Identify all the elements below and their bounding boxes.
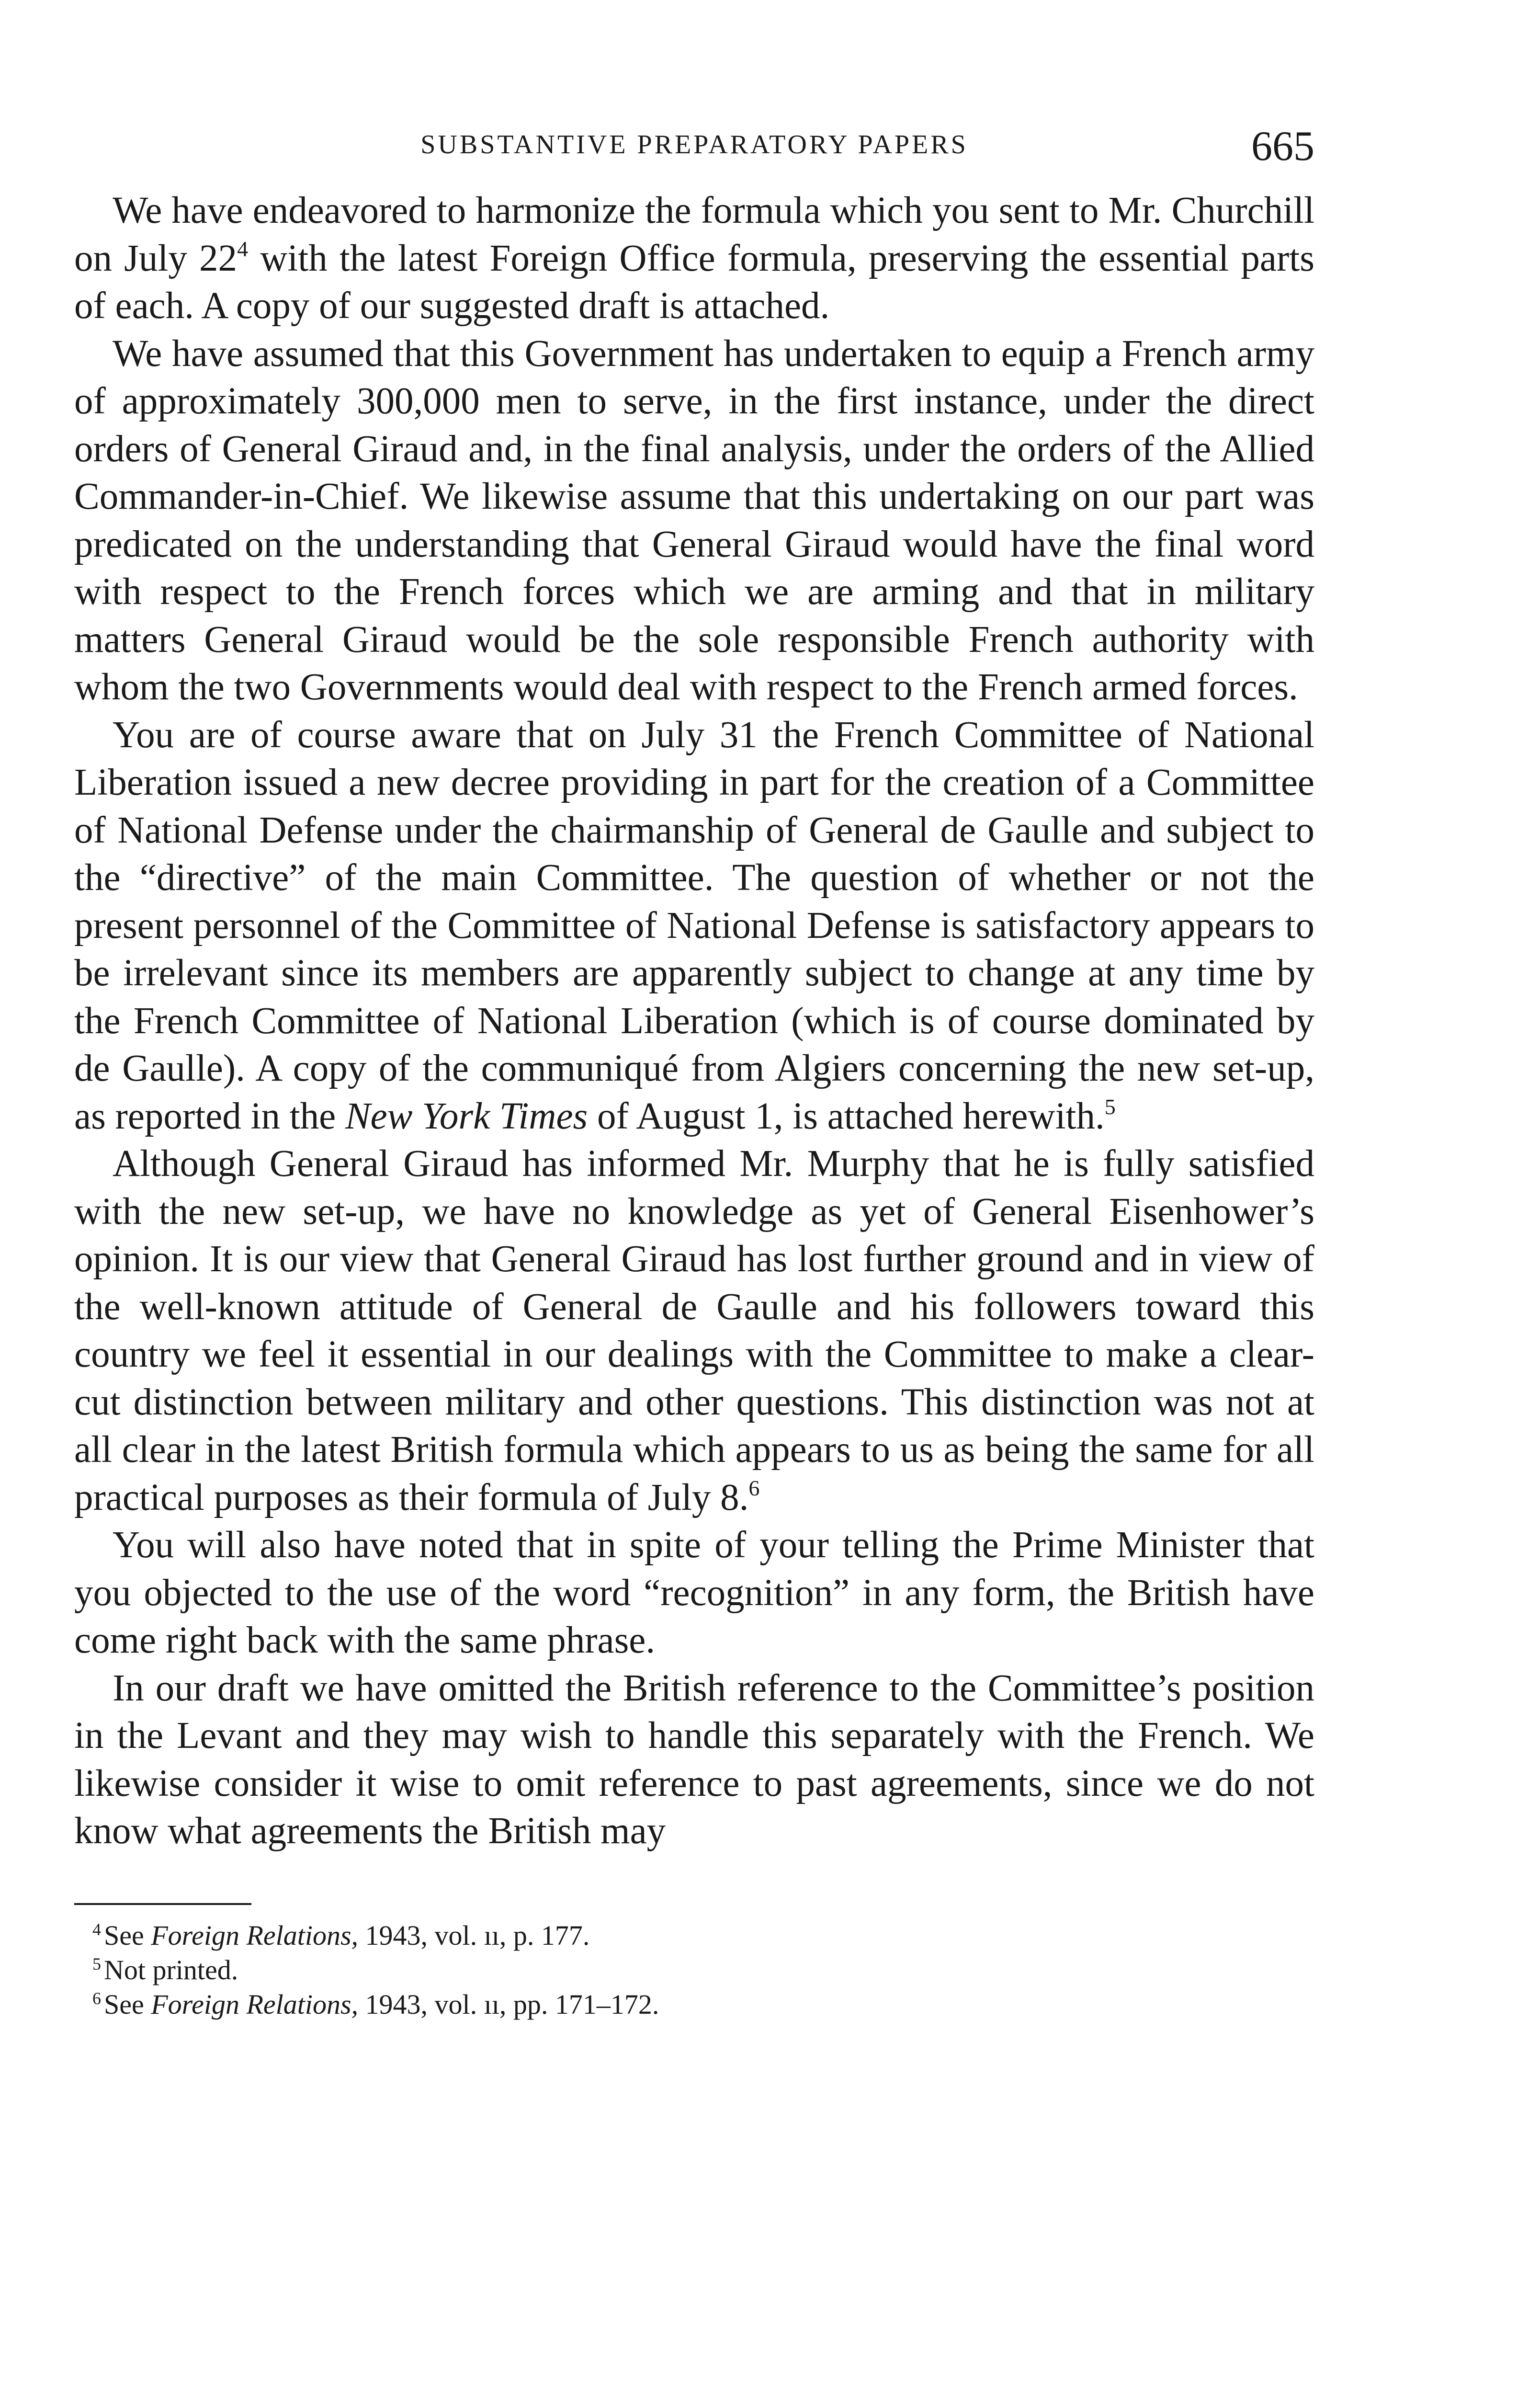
paragraph-text: Although General Giraud has informed Mr. Murphy that he is fully satisfied with the new set-up, we have no knowledge as yet of General Eisenhower’s opinion. It is our view that General Giraud has lost further ground and in view of the well-known attitude of General de Gaulle and his followers toward this country we feel it essential in our dealings with the Committee to make a clear-cut distinction between military and other questions. This distinction was not at all clear in the latest British formula which appears to us as being the same for all practical purposes as their formula of July 8. <box>74 1143 1314 1518</box>
footnote-ref: 4 <box>237 236 249 261</box>
footnote-text: See <box>104 1988 151 2020</box>
paragraph-text: of August 1, is attached herewith. <box>588 1095 1105 1137</box>
footnote-mark: 6 <box>92 1988 101 2008</box>
page-number: 665 <box>1251 123 1314 170</box>
footnote-text: 1943, vol. ıı, pp. 171–172. <box>358 1988 659 2020</box>
footnote-text: 1943, vol. ıı, p. 177. <box>358 1919 590 1951</box>
footnote <box>74 1918 1314 1953</box>
footnote-ref: 6 <box>748 1475 760 1500</box>
citation-title: Foreign Relations, <box>151 1988 359 2020</box>
footnote <box>74 1953 1314 1987</box>
paragraph <box>74 1140 1314 1521</box>
footnote-text: Not printed. <box>104 1954 238 1985</box>
running-head <box>74 115 1314 187</box>
paragraph-text: with the latest Foreign Office formula, preserving the essential parts of each. A copy of our suggested draft is attached. <box>74 237 1314 327</box>
body-text <box>74 187 1314 1855</box>
footnote-text: See <box>104 1919 151 1951</box>
paragraph-text: You are of course aware that on July 31 the French Committee of National Liberation issued a new decree providing in part for the creation of a Committee of National Defense under the chairmanship of General de Gaulle and subject to the “directive” of the main Committee. The question of whether or not the present personnel of the Committee of National Defense is satisfactory appears to be irrelevant since its members are apparently subject to change at any time by the French Committee of National Liberation (which is of course dominated by de Gaulle). A copy of the communiqué from Algiers concerning the new set-up, as reported in the <box>74 714 1314 1137</box>
running-title: SUBSTANTIVE PREPARATORY PAPERS <box>420 130 968 160</box>
paragraph <box>74 711 1314 1140</box>
footnote-mark: 4 <box>92 1919 101 1939</box>
paragraph: In our draft we have omitted the British reference to the Committee’s position in the Levant and they may wish to handle this separately with the French. We likewise consider it wise to omit reference to past agreements, since we do not know what agreements the British may <box>74 1667 1314 1852</box>
footnote <box>74 1987 1314 2022</box>
paragraph: We have assumed that this Government has undertaken to equip a French army of approximately 300,000 men to serve, in the first instance, under the direct orders of General Giraud and, in the final analysis, under the orders of the Allied Commander-in-Chief. We likewise assume that this undertaking on our part was predicated on the understanding that General Giraud would have the final word with respect to the French forces which we are arming and that in military matters General Giraud would be the sole responsible French authority with whom the two Governments would deal with respect to the French armed forces. <box>74 332 1314 708</box>
footnotes <box>74 1918 1314 2022</box>
newspaper-title: New York Times <box>345 1095 588 1137</box>
paragraph: You will also have noted that in spite of your telling the Prime Minister that you objected to the use of the word “recognition” in any form, the British have come right back with the same phrase. <box>74 1524 1314 1661</box>
footnote-ref: 5 <box>1104 1094 1116 1119</box>
paragraph-text: We have endeavored to harmonize the formula which you sent to Mr. Churchill on July 22 <box>74 190 1314 279</box>
citation-title: Foreign Relations, <box>151 1919 359 1951</box>
footnote-mark: 5 <box>92 1954 101 1973</box>
footnote-divider <box>74 1903 251 1905</box>
paragraph <box>74 187 1314 330</box>
document-page <box>74 115 1314 2022</box>
